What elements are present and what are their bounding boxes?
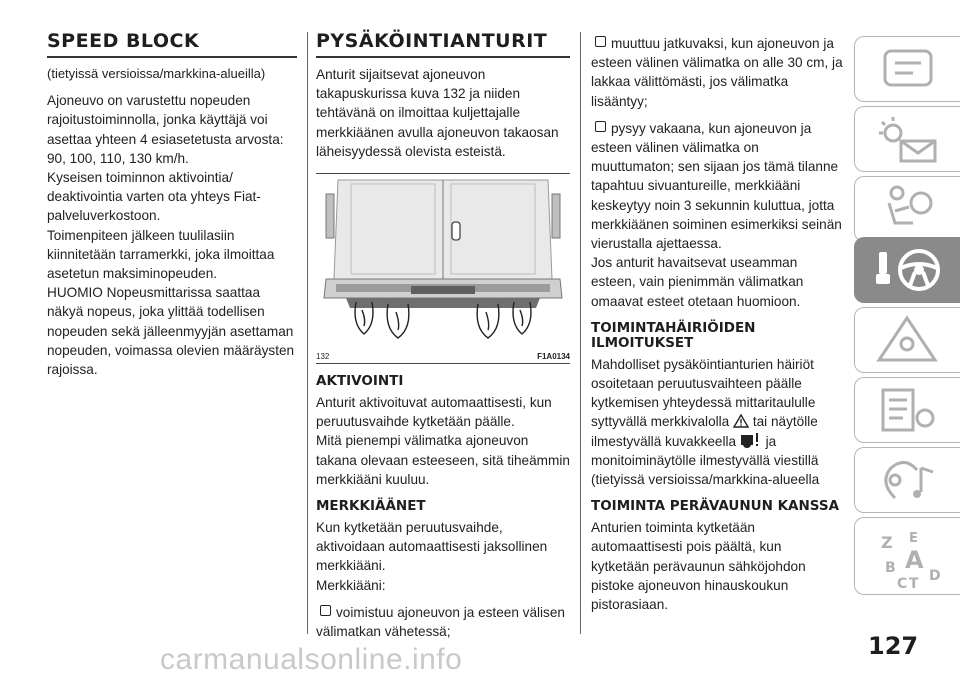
heading-beeps: MERKKIÄÄNET <box>316 498 426 515</box>
paragraph-fault <box>591 355 843 489</box>
checkbox-bullet-icon <box>595 121 606 132</box>
steering-wheel-key-icon <box>855 238 960 302</box>
tab-instrument-panel[interactable] <box>854 36 960 102</box>
bullet-item <box>316 603 570 641</box>
tab-safety[interactable] <box>854 176 960 242</box>
heading-fault-indications: TOIMINTAHÄIRIÖIDEN ILMOITUKSET <box>591 319 756 351</box>
bullet-item <box>591 34 843 111</box>
svg-text:Z: Z <box>881 533 893 552</box>
paragraph: Anturit sijaitsevat ajoneuvon takapuskurissa kuva 132 ja niiden tehtävänä on ilmoittaa kuljettajalle merkkiäänen avulla ajoneuvon takaosan läheisyydessä olevista esteistä. <box>316 67 559 159</box>
page-number: 127 <box>868 632 919 660</box>
bullet-item <box>591 119 843 253</box>
availability-note: (tietyissä versioissa/markkina-alueilla) <box>47 66 266 81</box>
tab-in-emergency[interactable] <box>854 307 960 373</box>
figure-number: 132 <box>316 352 330 362</box>
paragraph: Anturien toiminta kytketään automaattisesti pois päältä, kun kytketään perävaunun sähköjohdon pistoke ajoneuvon hinauskoukun pistorasiaan. <box>591 520 806 613</box>
paragraph: Toimenpiteen jälkeen tuulilasiin kiinnitetään tarramerkki, joka ilmoittaa asetetun maksiminopeuden. <box>47 227 275 282</box>
text-fragment: tai näytölle ilmestyvällä kuvakkeella <box>591 414 818 449</box>
checkbox-bullet-icon <box>595 36 606 47</box>
figure-caption <box>316 350 570 364</box>
tab-maintenance[interactable] <box>854 377 960 443</box>
warning-light-icon <box>855 107 960 171</box>
column-parking-sensors-continued <box>591 34 843 614</box>
text-fragment: ja monitoiminäytölle ilmestyvällä viestillä (tietyissä versioissa/markkina-alueella <box>591 433 820 488</box>
tab-warning-lights[interactable] <box>854 106 960 172</box>
text-fragment: Mahdolliset pysäköintianturien häiriöt osoitetaan peruutusvaihteen päälle kytkemisen yhteydessä mittaritaululle syttyvällä merkkivalolla <box>591 356 816 430</box>
svg-text:E: E <box>909 531 918 546</box>
tab-starting-and-driving[interactable] <box>854 237 960 303</box>
paragraph: Mitä pienempi välimatka ajoneuvon takana olevaan esteeseen, sitä tiheämmin merkkiääni kuuluu. <box>316 433 570 487</box>
emergency-triangle-icon <box>855 308 960 372</box>
section-title-parking-sensors: PYSÄKÖINTIANTURIT <box>316 30 570 58</box>
svg-text:C: C <box>897 576 908 592</box>
column-parking-sensors <box>316 30 570 641</box>
tab-index[interactable] <box>854 517 960 595</box>
checkbox-bullet-icon <box>320 605 331 616</box>
heading-activation: AKTIVOINTI <box>316 373 404 390</box>
figure-code: F1A0134 <box>537 352 570 362</box>
tab-multimedia[interactable] <box>854 447 960 513</box>
svg-text:A: A <box>905 546 924 574</box>
paragraph: Merkkiääni: <box>316 577 386 593</box>
column-divider <box>307 32 308 634</box>
airbag-seat-icon <box>855 177 960 241</box>
svg-text:D: D <box>929 568 941 584</box>
heading-trailer: TOIMINTA PERÄVAUNUN KANSSA <box>591 498 840 515</box>
column-speed-block <box>47 30 297 379</box>
figure-vehicle-rear <box>316 173 570 344</box>
column-divider <box>580 32 581 634</box>
paragraph: Jos anturit havaitsevat useamman esteen, vain pienimmän välimatkan omaavat esteet otetaan huomioon. <box>591 255 804 309</box>
bullet-text: voimistuu ajoneuvon ja esteen välisen välimatkan vähetessä; <box>316 604 565 640</box>
paragraph: Anturit aktivoituvat automaattisesti, kun peruutusvaihde kytketään päälle. <box>316 395 552 430</box>
dashboard-icon <box>855 37 960 101</box>
watermark: carmanualsonline.info <box>160 643 463 676</box>
paragraph: Kun kytketään peruutusvaihde, aktivoidaan automaattisesti jaksollinen merkkiääni. <box>316 520 548 574</box>
paragraph: Ajoneuvo on varustettu nopeuden rajoitustoiminnolla, jonka käyttäjä voi asettaa yhteen 4 esiasetetusta arvosta: 90, 100, 110, 130 km/h. <box>47 93 284 166</box>
warning-triangle-icon <box>733 414 749 428</box>
parking-sensor-fault-icon <box>740 432 762 448</box>
paragraph: Kyseisen toiminnon aktivointia/ deaktivointia varten ota yhteys Fiat-palveluverkostoon. <box>47 170 261 224</box>
maintenance-list-icon <box>855 378 960 442</box>
multimedia-icon <box>855 448 960 512</box>
bullet-text: muuttuu jatkuvaksi, kun ajoneuvon ja esteen välinen välimatka on alle 30 cm, ja lakkaa välittömästi, jos välimatka lisääntyy; <box>591 36 843 109</box>
svg-text:B: B <box>885 560 896 576</box>
svg-text:T: T <box>909 576 919 592</box>
vehicle-rear-illustration <box>316 174 570 344</box>
section-title-speed-block: SPEED BLOCK <box>47 30 297 58</box>
alphabet-index-icon <box>855 518 960 594</box>
paragraph: HUOMIO Nopeusmittarissa saattaa näkyä nopeus, joka ylittää todellisen nopeuden sekä jälleenmyyjän asettaman nopeuden, voimassa olevien määräysten rajoissa. <box>47 285 295 378</box>
bullet-text: pysyy vakaana, kun ajoneuvon ja esteen välinen välimatka on muuttumaton; sen sijaan jos tämä tilanne tapahtuu sivuantureille, merkkiääni keskeytyy noin 3 sekunnin kuluttua, jotta merkkiäänen soiminen esimerkiksi seinän vierustalla ajettaessa. <box>591 120 842 252</box>
